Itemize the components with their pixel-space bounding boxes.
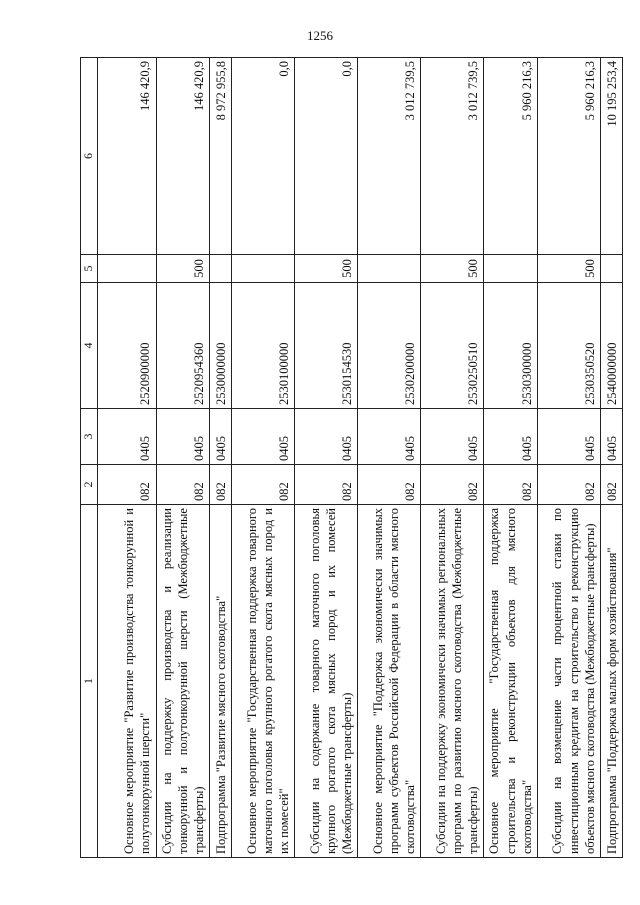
- row-target-article: 2520900000: [97, 283, 156, 409]
- table-row: [538, 58, 601, 858]
- budget-table: [80, 57, 623, 858]
- row-section: 0405: [97, 409, 156, 465]
- row-amount: 3 012 739,5: [421, 58, 484, 255]
- row-amount: 0,0: [232, 58, 295, 255]
- row-section: 0405: [232, 409, 295, 465]
- row-amount: 5 960 216,3: [484, 58, 538, 255]
- row-name: Субсидии на поддержку производства и реализации тонкорунной и полутонкорунной шерсти (Межбюджетные трансферты): [156, 505, 210, 858]
- row-target-article: 2530200000: [358, 283, 421, 409]
- row-target-article: 2530100000: [232, 283, 295, 409]
- row-grbs: 082: [538, 465, 601, 505]
- row-section: 0405: [156, 409, 210, 465]
- row-name: Основное мероприятие "Государственная поддержка товарного маточного поголовья крупного рогатого скота мясных пород и их помесей": [232, 505, 295, 858]
- row-expense-type: 500: [421, 255, 484, 283]
- table-row: [295, 58, 358, 858]
- row-grbs: 082: [601, 465, 623, 505]
- row-name: Субсидии на возмещение части процентной ставки по инвестиционным кредитам на строительство и реконструкцию объектов мясного скотоводства (Межбюджетные трансферты): [538, 505, 601, 858]
- row-name: Субсидии на содержание товарного маточного поголовья крупного рогатого скота мясных пород и их помесей (Межбюджетные трансферты): [295, 505, 358, 858]
- table-row: [358, 58, 421, 858]
- row-grbs: 082: [484, 465, 538, 505]
- row-target-article: 2530350520: [538, 283, 601, 409]
- row-grbs: 082: [295, 465, 358, 505]
- row-amount: 146 420,9: [97, 58, 156, 255]
- row-expense-type: [232, 255, 295, 283]
- header-cell-section: 3: [81, 409, 98, 465]
- row-section: 0405: [358, 409, 421, 465]
- page-number: 1256: [307, 28, 333, 43]
- row-expense-type: [484, 255, 538, 283]
- row-section: 0405: [295, 409, 358, 465]
- row-amount: 3 012 739,5: [358, 58, 421, 255]
- header-cell-target-article: 4: [81, 283, 98, 409]
- row-name: Подпрограмма "Поддержка малых форм хозяйствования": [601, 505, 623, 858]
- table-row: [210, 58, 232, 858]
- row-amount: 10 195 253,4: [601, 58, 623, 255]
- header-cell-amount: 6: [81, 58, 98, 255]
- row-expense-type: 500: [156, 255, 210, 283]
- row-amount: 8 972 955,8: [210, 58, 232, 255]
- row-name: Основное мероприятие "Государственная поддержка строительства и реконструкции объектов для мясного скотоводства": [484, 505, 538, 858]
- row-expense-type: 500: [538, 255, 601, 283]
- table-row: [97, 58, 156, 858]
- table-row: [156, 58, 210, 858]
- row-section: 0405: [421, 409, 484, 465]
- header-row: [81, 58, 98, 858]
- table-row: [421, 58, 484, 858]
- row-section: 0405: [484, 409, 538, 465]
- row-target-article: 2530154530: [295, 283, 358, 409]
- row-target-article: 2530250510: [421, 283, 484, 409]
- table-row: [484, 58, 538, 858]
- row-expense-type: 500: [295, 255, 358, 283]
- landscape-sheet: [80, 58, 619, 858]
- row-amount: 146 420,9: [156, 58, 210, 255]
- header-cell-name: 1: [81, 505, 98, 858]
- row-target-article: 2540000000: [601, 283, 623, 409]
- row-section: 0405: [538, 409, 601, 465]
- row-grbs: 082: [210, 465, 232, 505]
- row-expense-type: [97, 255, 156, 283]
- row-grbs: 082: [358, 465, 421, 505]
- row-amount: 5 960 216,3: [538, 58, 601, 255]
- row-grbs: 082: [156, 465, 210, 505]
- row-expense-type: [601, 255, 623, 283]
- header-cell-grbs: 2: [81, 465, 98, 505]
- row-amount: 0,0: [295, 58, 358, 255]
- row-grbs: 082: [421, 465, 484, 505]
- row-target-article: 2530000000: [210, 283, 232, 409]
- row-name: Субсидии на поддержку экономически значимых региональных программ по развитию мясного скотоводства (Межбюджетные трансферты): [421, 505, 484, 858]
- row-name: Подпрограмма "Развитие мясного скотоводства": [210, 505, 232, 858]
- row-name: Основное мероприятие "Поддержка экономически значимых программ субъектов Российской Федерации в области мясного скотоводства": [358, 505, 421, 858]
- table-row: [601, 58, 623, 858]
- row-section: 0405: [210, 409, 232, 465]
- row-name: Основное мероприятие "Развитие производства тонкорунной и полутонкорунной шерсти": [97, 505, 156, 858]
- header-cell-expense-type: 5: [81, 255, 98, 283]
- rotated-table-frame: [80, 58, 619, 858]
- row-grbs: 082: [232, 465, 295, 505]
- row-section: 0405: [601, 409, 623, 465]
- row-grbs: 082: [97, 465, 156, 505]
- row-expense-type: [210, 255, 232, 283]
- row-target-article: 2520954360: [156, 283, 210, 409]
- row-expense-type: [358, 255, 421, 283]
- row-target-article: 2530300000: [484, 283, 538, 409]
- table-row: [232, 58, 295, 858]
